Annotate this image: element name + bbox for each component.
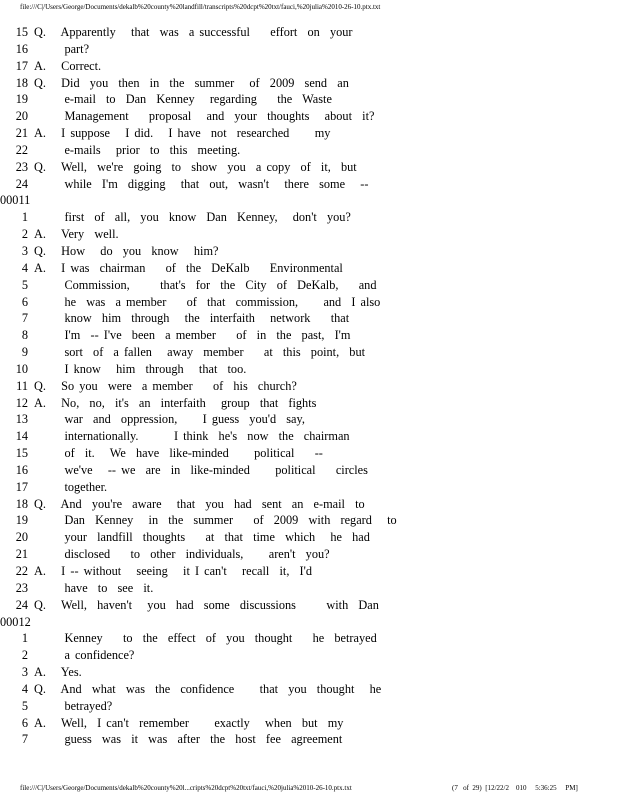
line-number: 24 (15, 176, 28, 191)
transcript-line (10, 462, 610, 479)
line-number: 23 (15, 580, 28, 595)
transcript-line (10, 731, 610, 748)
line-number: 21 (15, 126, 28, 141)
line-text: betrayed? (34, 698, 113, 713)
line-text: Kenney to the effect of you thought he betrayed (34, 631, 377, 646)
transcript-line (10, 411, 610, 428)
line-number: 22 (15, 142, 28, 157)
line-number: 19 (15, 513, 28, 528)
line-text: A. Well, I can't remember exactly when but my (34, 715, 344, 730)
line-number: 1 (21, 210, 28, 225)
line-number: 15 (15, 25, 28, 39)
line-number: 6 (21, 294, 28, 309)
footer-file-path: file:///C|/Users/George/Documents/dekalb%20county%20l...cripts%20dcpt%20txt/fauci,%20julia%2010-26-10.ptx.txt (20, 784, 352, 792)
line-number: 5 (21, 698, 28, 713)
line-number: 17 (15, 58, 28, 73)
line-number: 4 (21, 260, 28, 275)
line-number: 18 (15, 75, 28, 90)
transcript-line (10, 563, 610, 580)
line-number: 2 (21, 227, 28, 242)
line-text: know him through the interfaith network that (34, 311, 350, 326)
transcript-line (10, 512, 610, 529)
transcript-line (10, 277, 610, 294)
line-text: Dan Kenney in the summer of 2009 with regard to (34, 513, 397, 528)
transcript-line (10, 344, 610, 361)
line-text: of it. We have like-minded political -- (34, 446, 323, 461)
transcript-line (10, 698, 610, 715)
line-text: A. Correct. (34, 58, 102, 73)
transcript-line (10, 647, 610, 664)
line-text: A. No, no, it's an interfaith group that fights (34, 395, 317, 410)
line-text: e-mail to Dan Kenney regarding the Waste (34, 92, 332, 107)
line-text: Q. Well, we're going to show you a copy of it, but (34, 159, 357, 174)
line-number: 7 (21, 311, 28, 326)
transcript-line (10, 142, 610, 159)
line-number: 15 (15, 446, 28, 461)
line-number: 20 (15, 530, 28, 545)
transcript-line (10, 91, 610, 108)
line-number: 19 (15, 92, 28, 107)
line-text: A. Very well. (34, 227, 119, 242)
transcript-line (10, 260, 610, 277)
line-text: he was a member of that commission, and I also (34, 294, 381, 309)
line-number: 20 (15, 109, 28, 124)
line-text: I know him through that too. (34, 361, 247, 376)
transcript-line (10, 75, 610, 92)
transcript-line (10, 226, 610, 243)
transcript-line (10, 41, 610, 58)
transcript-line (10, 445, 610, 462)
transcript-line (10, 681, 610, 698)
transcript-line (10, 378, 610, 395)
line-number: 14 (15, 429, 28, 444)
line-number: 3 (21, 665, 28, 680)
transcript-line (10, 176, 610, 193)
line-number: 1 (21, 631, 28, 646)
line-text: have to see it. (34, 580, 154, 595)
transcript-line (10, 58, 610, 75)
line-text: Q. And you're aware that you had sent an e-mail to (34, 496, 365, 511)
line-text: Q. Apparently that was a successful effort on your (34, 25, 353, 39)
line-number: 5 (21, 277, 28, 292)
line-text: A. I -- without seeing it I can't recall it, I'd (34, 564, 313, 578)
line-number: 12 (15, 395, 28, 410)
transcript-line (10, 428, 610, 445)
transcript-line (10, 310, 610, 327)
header-file-path: file:///C|/Users/George/Documents/dekalb%20county%20landfill/transcripts%20dcpt%20txt/fauci,%20julia%2010-26-10.ptx.txt (20, 3, 381, 11)
page-marker (0, 192, 610, 209)
transcript-line (10, 664, 610, 681)
line-text: your landfill thoughts at that time which he had (34, 530, 370, 545)
line-number: 18 (15, 496, 28, 511)
line-number: 4 (21, 681, 28, 696)
line-text: Management proposal and your thoughts about it? (34, 109, 375, 124)
line-number: 22 (15, 564, 28, 578)
transcript-line (10, 715, 610, 732)
line-text: a confidence? (34, 648, 135, 663)
line-text: we've -- we are in like-minded political circles (34, 462, 368, 477)
transcript-line (10, 479, 610, 496)
line-text: internationally. I think he's now the chairman (34, 429, 350, 444)
line-number: 8 (21, 328, 28, 343)
line-text: together. (34, 479, 108, 494)
line-text: Q. Did you then in the summer of 2009 send an (34, 75, 349, 90)
line-text: Commission, that's for the City of DeKalb, and (34, 277, 377, 292)
line-text: e-mails prior to this meeting. (34, 142, 241, 157)
line-text: first of all, you know Dan Kenney, don't you? (34, 210, 351, 225)
line-text: guess was it was after the host fee agreement (34, 732, 343, 747)
transcript-line (10, 209, 610, 226)
line-text: A. I suppose I did. I have not researched my (34, 126, 331, 141)
transcript-line (10, 546, 610, 563)
line-text: A. Yes. (34, 665, 82, 680)
line-text: sort of a fallen away member at this point, but (34, 345, 366, 360)
line-number: 16 (15, 41, 28, 56)
line-text: part? (34, 41, 90, 56)
transcript-body (0, 24, 610, 748)
transcript-line (10, 243, 610, 260)
transcript-line (10, 159, 610, 176)
transcript-line (10, 395, 610, 412)
transcript-line (10, 24, 610, 41)
page-number-text: 00011 (0, 193, 31, 208)
line-number: 13 (15, 412, 28, 427)
transcript-line (10, 361, 610, 378)
line-text: disclosed to other individuals, aren't you? (34, 547, 330, 562)
line-number: 24 (15, 597, 28, 612)
line-text: while I'm digging that out, wasn't there some -- (34, 176, 369, 191)
line-text: war and oppression, I guess you'd say, (34, 412, 305, 427)
line-number: 2 (21, 648, 28, 663)
transcript-line (10, 108, 610, 125)
line-number: 16 (15, 462, 28, 477)
line-text: A. I was chairman of the DeKalb Environmental (34, 260, 343, 275)
line-text: Q. So you were a member of his church? (34, 378, 297, 393)
line-number: 11 (16, 378, 28, 393)
transcript-line (10, 529, 610, 546)
transcript-line (10, 496, 610, 513)
line-text: Q. Well, haven't you had some discussions with Dan (34, 597, 379, 612)
line-text: I'm -- I've been a member of in the past, I'm (34, 328, 351, 343)
line-number: 17 (15, 479, 28, 494)
line-number: 3 (21, 243, 28, 258)
transcript-line (10, 580, 610, 597)
transcript-line (10, 630, 610, 647)
footer-page-info: (7 of 29) [12/22/2 010 5:36:25 PM] (452, 784, 578, 792)
line-number: 23 (15, 159, 28, 174)
transcript-line (10, 327, 610, 344)
line-number: 21 (15, 547, 28, 562)
line-text: Q. How do you know him? (34, 243, 219, 258)
line-number: 7 (21, 732, 28, 747)
line-number: 9 (21, 345, 28, 360)
line-number: 10 (15, 361, 28, 376)
line-number: 6 (21, 715, 28, 730)
transcript-line (10, 294, 610, 311)
page-number-text: 00012 (0, 614, 31, 629)
transcript-line (10, 597, 610, 614)
line-text: Q. And what was the confidence that you thought he (34, 681, 382, 696)
transcript-line (10, 125, 610, 142)
page-marker (0, 614, 610, 631)
